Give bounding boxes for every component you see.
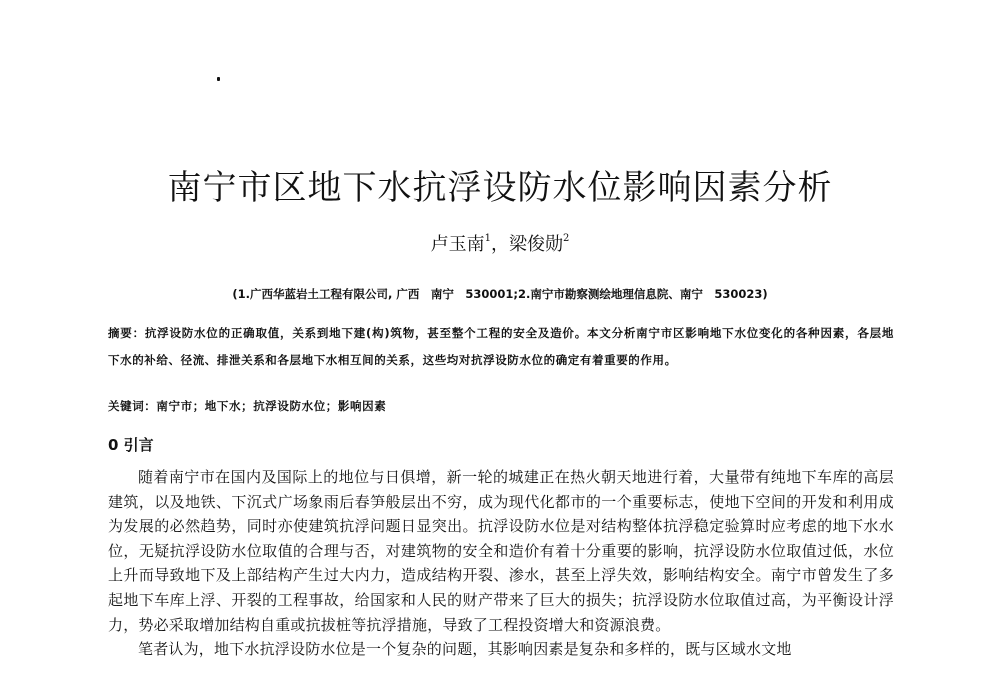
- author-name: 卢玉南: [430, 234, 485, 255]
- paper-title: 南宁市区地下水抗浮设防水位影响因素分析: [167, 168, 833, 208]
- author-affiliation-mark: 1: [484, 233, 491, 244]
- author-name: 梁俊勋: [509, 234, 563, 255]
- keywords: [108, 398, 894, 414]
- body-paragraph: 笔者认为，地下水抗浮设防水位是一个复杂的问题，其影响因素是复杂和多样的，既与区域水文地: [138, 640, 792, 659]
- abstract: [108, 320, 894, 374]
- section-heading: [108, 434, 154, 455]
- section-title: 引言: [123, 436, 154, 454]
- body-paragraph: 随着南宁市在国内及国际上的地位与日俱增，新一轮的城建正在热火朝天地进行着，大量带有纯地下车库的高层建筑，以及地铁、下沉式广场象雨后春笋般层出不穷，成为现代化都市的一个重要标志，使地下空间的开发和利用成为发展的必然趋势，同时亦使建筑抗浮问题日显突出。抗浮设防水位是对结构整体抗浮稳定验算时应考虑的地下水水位，无疑抗浮设防水位取值的合理与否，对建筑物的安全和造价有着十分重要的影响，抗浮设防水位取值过低，水位上升而导致地下及上部结构产生过大内力，造成结构开裂、渗水，甚至上浮失效，影响结构安全。南宁市曾发生了多起地下车库上浮、开裂的工程事故，给国家和人民的财产带来了巨大的损失；抗浮设防水位取值过高，为平衡设计浮力，势必采取增加结构自重或抗拔桩等抗浮措施，导致了工程投资增大和资源浪费。: [108, 468, 894, 634]
- scan-speck: [217, 77, 220, 81]
- author-affiliation-mark: 2: [563, 233, 570, 244]
- keywords-text: 南宁市；地下水；抗浮设防水位；影响因素: [156, 399, 387, 413]
- abstract-label: 摘要：: [108, 326, 145, 340]
- section-number: 0: [108, 436, 119, 454]
- abstract-text: 抗浮设防水位的正确取值，关系到地下建(构)筑物，甚至整个工程的安全及造价。本文分析南宁市区影响地下水位变化的各种因素，各层地下水的补给、径流、排泄关系和各层地下水相互间的关系，这些均对抗浮设防水位的确定有着重要的作用。: [108, 326, 894, 367]
- author-line: [0, 230, 1000, 256]
- affiliation-line: (1.广西华蓝岩土工程有限公司, 广西 南宁 530001;2.南宁市勘察测绘地理信息院、南宁 530023): [232, 287, 768, 301]
- keywords-label: 关键词：: [108, 399, 157, 413]
- body-text: [108, 465, 894, 662]
- author-separator: ，: [491, 234, 509, 255]
